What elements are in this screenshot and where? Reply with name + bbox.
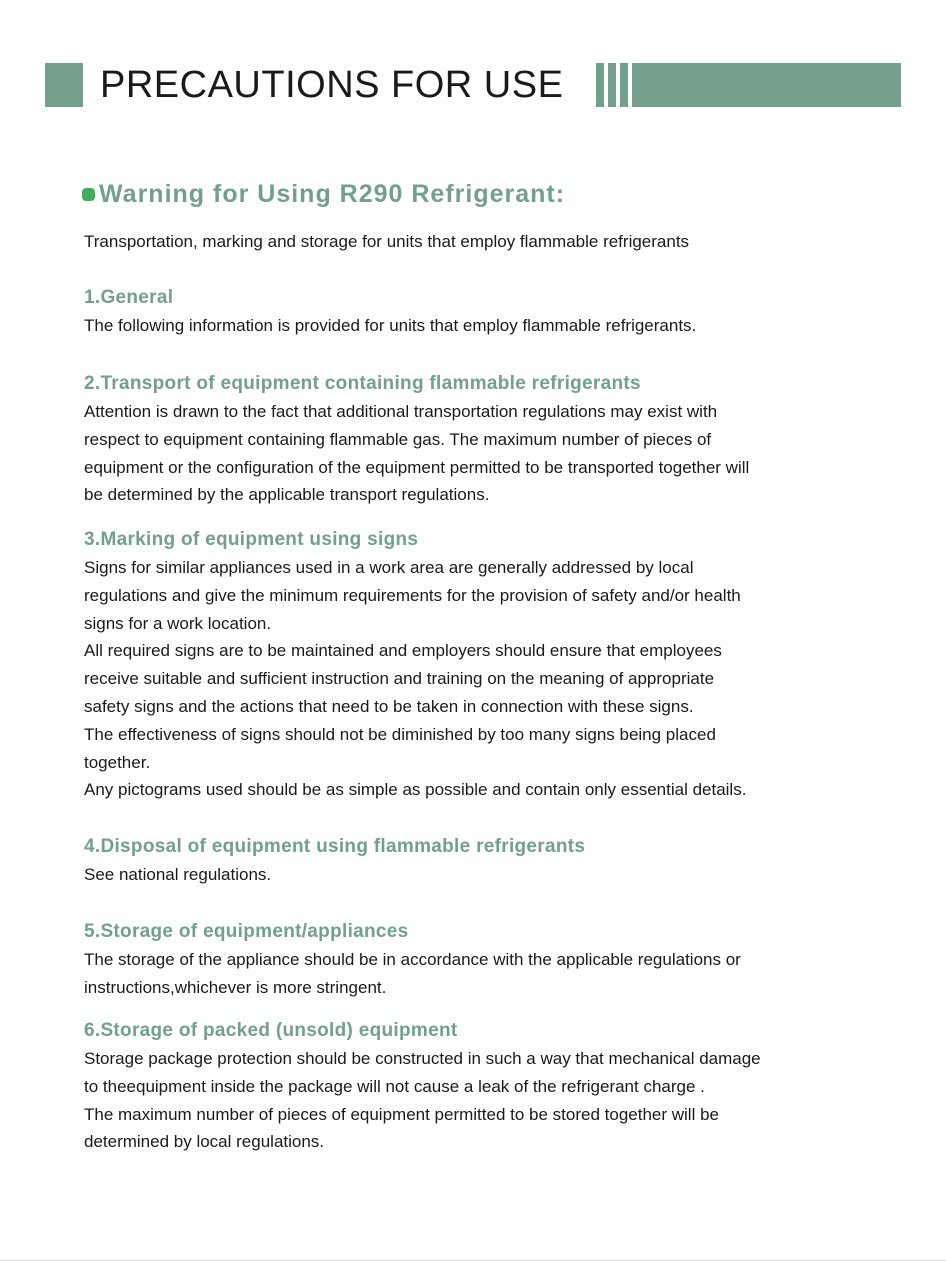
section-heading: 5.Storage of equipment/appliances	[84, 921, 409, 942]
section-body: The following information is provided for units that employ flammable refrigerants.	[84, 316, 697, 335]
section-body: Attention is drawn to the fact that additional transportation regulations may exist with respect to equipment containing flammable gas. The maximum number of pieces of equipment or the configuration of the equipment permitted to be transported together will be determined by the applicable transport regulations.	[84, 402, 750, 505]
warning-title: Warning for Using R290 Refrigerant:	[99, 180, 566, 208]
section-marking	[84, 526, 864, 804]
section-transport	[84, 370, 864, 509]
section-storage-appliances	[84, 918, 864, 1002]
header-accent-square	[45, 63, 83, 107]
section-body: See national regulations.	[84, 865, 272, 884]
section-heading: 2.Transport of equipment containing flammable refrigerants	[84, 373, 641, 394]
section-heading: 3.Marking of equipment using signs	[84, 529, 419, 550]
section-body: Signs for similar appliances used in a work area are generally addressed by local regulations and give the minimum requirements for the provision of safety and/or health signs for a work location. All required signs are to be maintained and employers should ensure that employees receive suitable and sufficient instruction and training on the meaning of appropriate safety signs and the actions that need to be taken in connection with these signs. The effectiveness of signs should not be diminished by too many signs being placed together. Any pictograms used should be as simple as possible and contain only essential details.	[84, 558, 747, 800]
section-storage-packed	[84, 1017, 864, 1156]
section-heading: 1.General	[84, 287, 174, 308]
page-title: PRECAUTIONS FOR USE	[100, 64, 564, 106]
header-stripe	[608, 63, 616, 107]
intro-text: Transportation, marking and storage for units that employ flammable refrigerants	[84, 232, 690, 251]
section-heading: 6.Storage of packed (unsold) equipment	[84, 1020, 458, 1041]
green-bullet-icon	[82, 188, 95, 201]
warning-heading	[82, 176, 565, 212]
header-bar-fill	[632, 63, 901, 107]
section-disposal	[84, 833, 864, 889]
section-general	[84, 284, 864, 340]
header-stripe	[620, 63, 628, 107]
section-body: The storage of the appliance should be in accordance with the applicable regulations or instructions,whichever is more stringent.	[84, 950, 741, 997]
section-body: Storage package protection should be constructed in such a way that mechanical damage to theequipment inside the package will not cause a leak of the refrigerant charge . The maximum number of pieces of equipment permitted to be stored together will be determined by local regulations.	[84, 1049, 761, 1152]
header-accent-bar	[596, 63, 901, 107]
header-stripe	[596, 63, 604, 107]
section-heading: 4.Disposal of equipment using flammable refrigerants	[84, 836, 586, 857]
